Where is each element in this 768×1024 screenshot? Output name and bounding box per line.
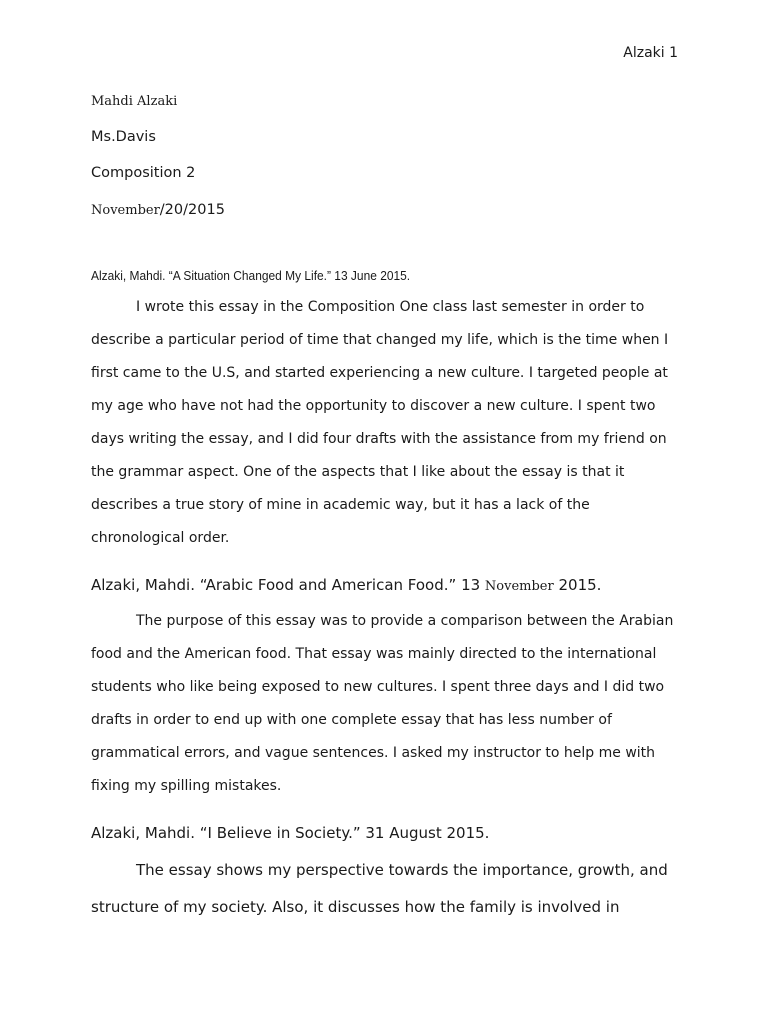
citation-3: Alzaki, Mahdi. “I Believe in Society.” 31 August 2015. bbox=[91, 824, 490, 842]
annotation-paragraph-2 bbox=[91, 605, 691, 803]
citation-2-suffix: 2015. bbox=[553, 576, 602, 594]
paragraph-line: food and the American food. That essay was mainly directed to the international bbox=[91, 646, 657, 662]
running-head: Alzaki 1 bbox=[623, 45, 678, 61]
paragraph-line: grammatical errors, and vague sentences. I asked my instructor to help me with bbox=[91, 745, 656, 761]
paragraph-line: chronological order. bbox=[91, 530, 230, 546]
paragraph-line: my age who have not had the opportunity to discover a new culture. I spent two bbox=[91, 398, 656, 414]
student-name: Mahdi Alzaki bbox=[91, 94, 178, 109]
date-rest: /20/2015 bbox=[159, 202, 225, 218]
annotation-paragraph-1 bbox=[91, 291, 691, 555]
paragraph-line: describes a true story of mine in academic way, but it has a lack of the bbox=[91, 497, 590, 513]
citation-2 bbox=[91, 576, 691, 594]
paragraph-line: first came to the U.S, and started experiencing a new culture. I targeted people at bbox=[91, 365, 668, 381]
course-name: Composition 2 bbox=[91, 165, 196, 181]
paragraph-line: fixing my spilling mistakes. bbox=[91, 778, 282, 794]
date-line bbox=[91, 202, 225, 218]
citation-1: Alzaki, Mahdi. “A Situation Changed My Life.” 13 June 2015. bbox=[91, 268, 411, 283]
paragraph-line: the grammar aspect. One of the aspects that I like about the essay is that it bbox=[91, 464, 625, 480]
paragraph-line: describe a particular period of time that changed my life, which is the time when I bbox=[91, 332, 669, 348]
paragraph-line: days writing the essay, and I did four drafts with the assistance from my friend on bbox=[91, 431, 667, 447]
citation-2-month: November bbox=[484, 579, 554, 594]
paragraph-line: I wrote this essay in the Composition One class last semester in order to bbox=[136, 299, 645, 315]
paragraph-line: The purpose of this essay was to provide a comparison between the Arabian bbox=[136, 613, 674, 629]
annotation-paragraph-3 bbox=[91, 852, 691, 926]
citation-2-prefix: Alzaki, Mahdi. “Arabic Food and American Food.” 13 bbox=[91, 576, 485, 594]
instructor-name: Ms.Davis bbox=[91, 129, 156, 145]
paragraph-line: The essay shows my perspective towards the importance, growth, and bbox=[136, 861, 668, 879]
date-month: November bbox=[91, 203, 160, 218]
paragraph-line: structure of my society. Also, it discusses how the family is involved in bbox=[91, 898, 620, 916]
paragraph-line: students who like being exposed to new cultures. I spent three days and I did two bbox=[91, 679, 665, 695]
paragraph-line: drafts in order to end up with one complete essay that has less number of bbox=[91, 712, 612, 728]
